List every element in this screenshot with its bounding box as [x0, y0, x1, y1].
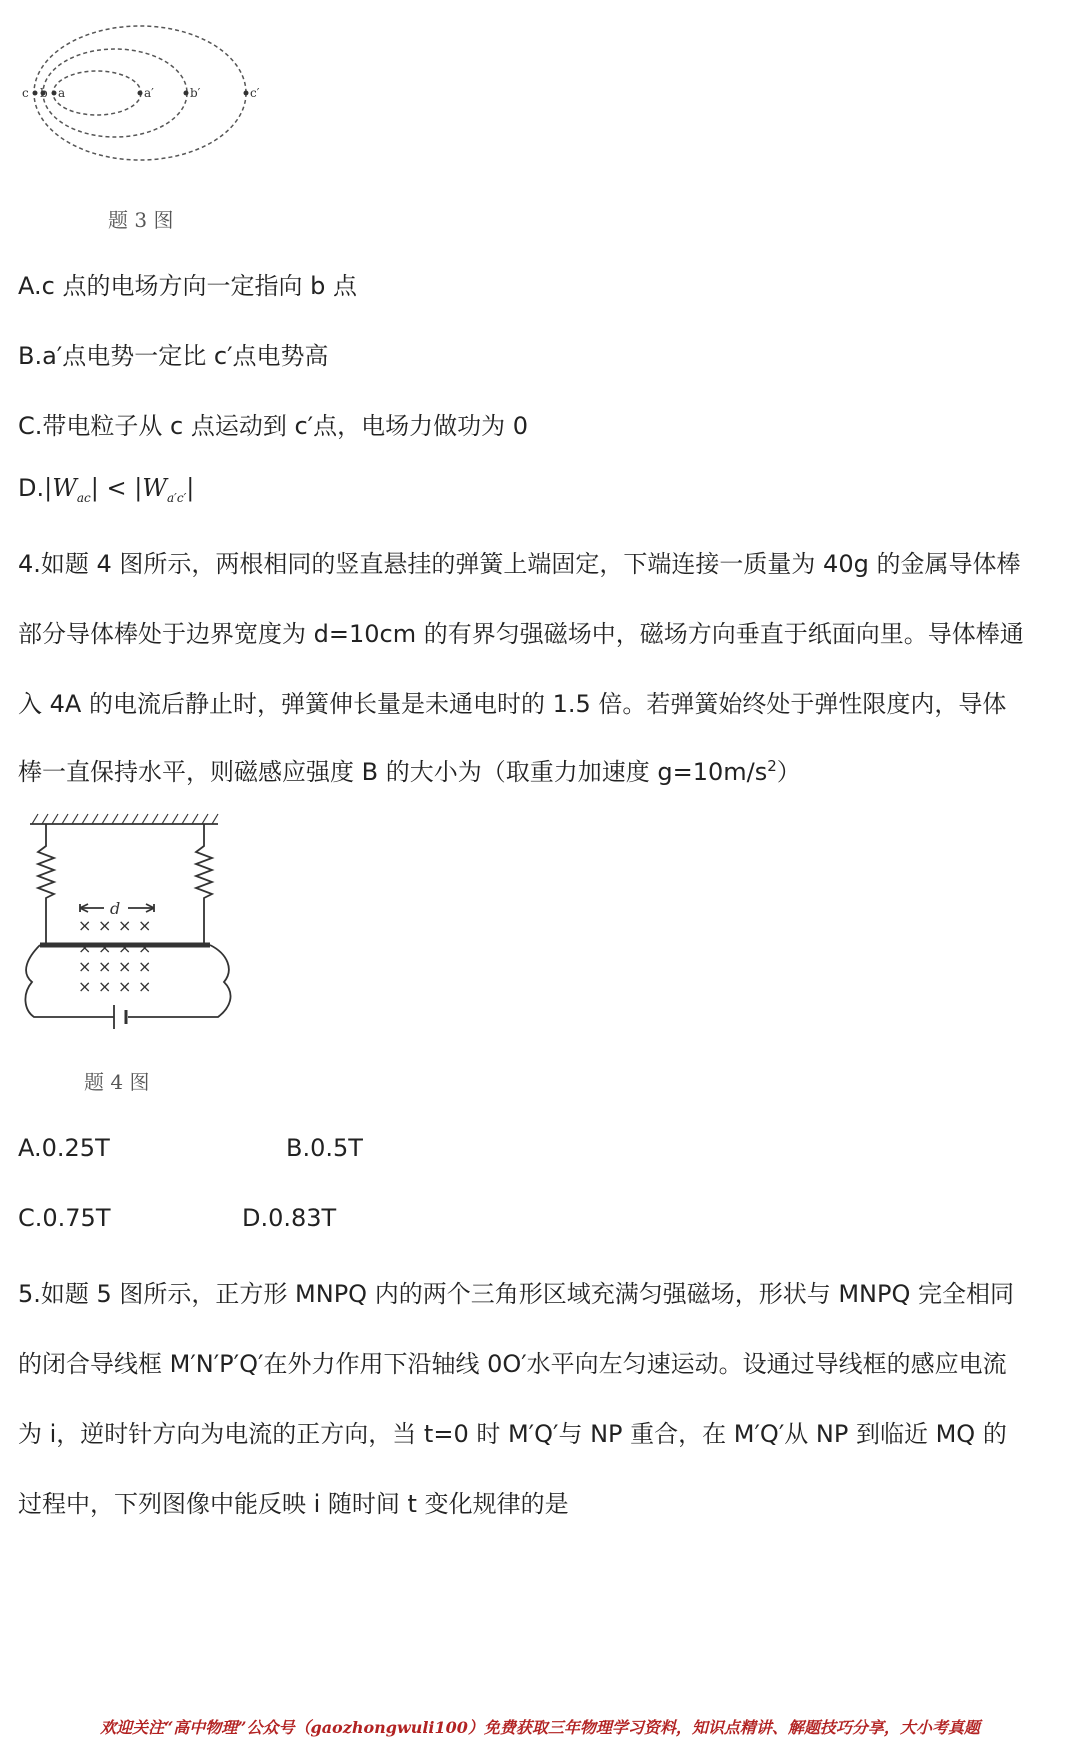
footer-banner: 欢迎关注“高中物理”公众号（gaozhongwuli100）免费获取三年物理学习资料，知识点精讲、解题技巧分享，大小考真题	[100, 1718, 980, 1737]
q4-text-line-4: 棒一直保持水平，则磁感应强度 B 的大小为（取重力加速度 $g=10m/s^2$）	[18, 757, 801, 786]
svg-text:×: ×	[98, 938, 112, 957]
q3-option-d	[18, 474, 194, 505]
figure-3-caption: 题 3 图	[108, 208, 174, 232]
q3-option-b: B.a′点电势一定比 c′点电势高	[18, 342, 329, 370]
svg-text:×: ×	[78, 957, 92, 976]
q4-option-d: D.0.83T	[242, 1204, 337, 1232]
q4-option-b: B.0.5T	[286, 1134, 363, 1162]
svg-text:×: ×	[118, 957, 132, 976]
q4-text-line-1: 4.如题 4 图所示，两根相同的竖直悬挂的弹簧上端固定，下端连接一质量为 40g 的金属导体棒	[18, 550, 1021, 578]
q4-option-a: A.0.25T	[18, 1134, 110, 1162]
svg-text:×: ×	[138, 938, 152, 957]
q3-option-d-formula: $|W_{ac}| < |W_{a'c'}|$	[44, 474, 195, 505]
svg-text:×: ×	[118, 977, 132, 996]
magnetic-field-crosses	[78, 916, 151, 996]
q3-option-a: A.c 点的电场方向一定指向 b 点	[18, 272, 357, 300]
point-a-label: a	[58, 86, 66, 100]
svg-text:×: ×	[98, 957, 112, 976]
point-b-prime-label: b′	[190, 86, 201, 100]
svg-text:×: ×	[78, 916, 92, 935]
q3-option-d-prefix: D.	[18, 474, 45, 502]
figure-4-diagram	[18, 812, 248, 1052]
figure-4-caption: 题 4 图	[84, 1070, 150, 1094]
q5-text-line-3: 为 i，逆时针方向为电流的正方向，当 t=0 时 M′Q′与 NP 重合，在 M′Q′从 NP 到临近 MQ 的	[18, 1420, 1007, 1448]
svg-text:×: ×	[98, 916, 112, 935]
width-d-label: d	[110, 899, 121, 918]
q4-text-line-3: 入 4A 的电流后静止时，弹簧伸长量是未通电时的 1.5 倍。若弹簧始终处于弹性限度内，导体	[18, 690, 1007, 718]
svg-text:×: ×	[118, 938, 132, 957]
svg-text:×: ×	[98, 977, 112, 996]
right-spring	[196, 824, 212, 944]
svg-text:×: ×	[138, 957, 152, 976]
q5-text-line-2: 的闭合导线框 M′N′P′Q′在外力作用下沿轴线 0O′水平向左匀速运动。设通过导线框的感应电流	[18, 1350, 1007, 1378]
q5-text-line-4: 过程中，下列图像中能反映 i 随时间 t 变化规律的是	[18, 1490, 569, 1518]
left-spring	[38, 824, 54, 944]
svg-text:×: ×	[78, 938, 92, 957]
q3-option-c: C.带电粒子从 c 点运动到 c′点，电场力做功为 0	[18, 412, 529, 440]
point-c-label: c	[22, 86, 29, 100]
figure-3-diagram	[18, 20, 258, 180]
equipotential-inner	[53, 71, 141, 115]
q4-text-line-2: 部分导体棒处于边界宽度为 d=10cm 的有界匀强磁场中，磁场方向垂直于纸面向里。导体棒通	[18, 620, 1024, 648]
q5-text-line-1: 5.如题 5 图所示，正方形 MNPQ 内的两个三角形区域充满匀强磁场，形状与 MNPQ 完全相同	[18, 1280, 1014, 1308]
svg-text:×: ×	[118, 916, 132, 935]
svg-text:×: ×	[138, 916, 152, 935]
svg-text:×: ×	[138, 977, 152, 996]
q4-option-c: C.0.75T	[18, 1204, 111, 1232]
point-b-label: b	[40, 86, 48, 100]
svg-text:×: ×	[78, 977, 92, 996]
point-a-prime-label: a′	[144, 86, 154, 100]
point-c-prime-label: c′	[250, 86, 260, 100]
